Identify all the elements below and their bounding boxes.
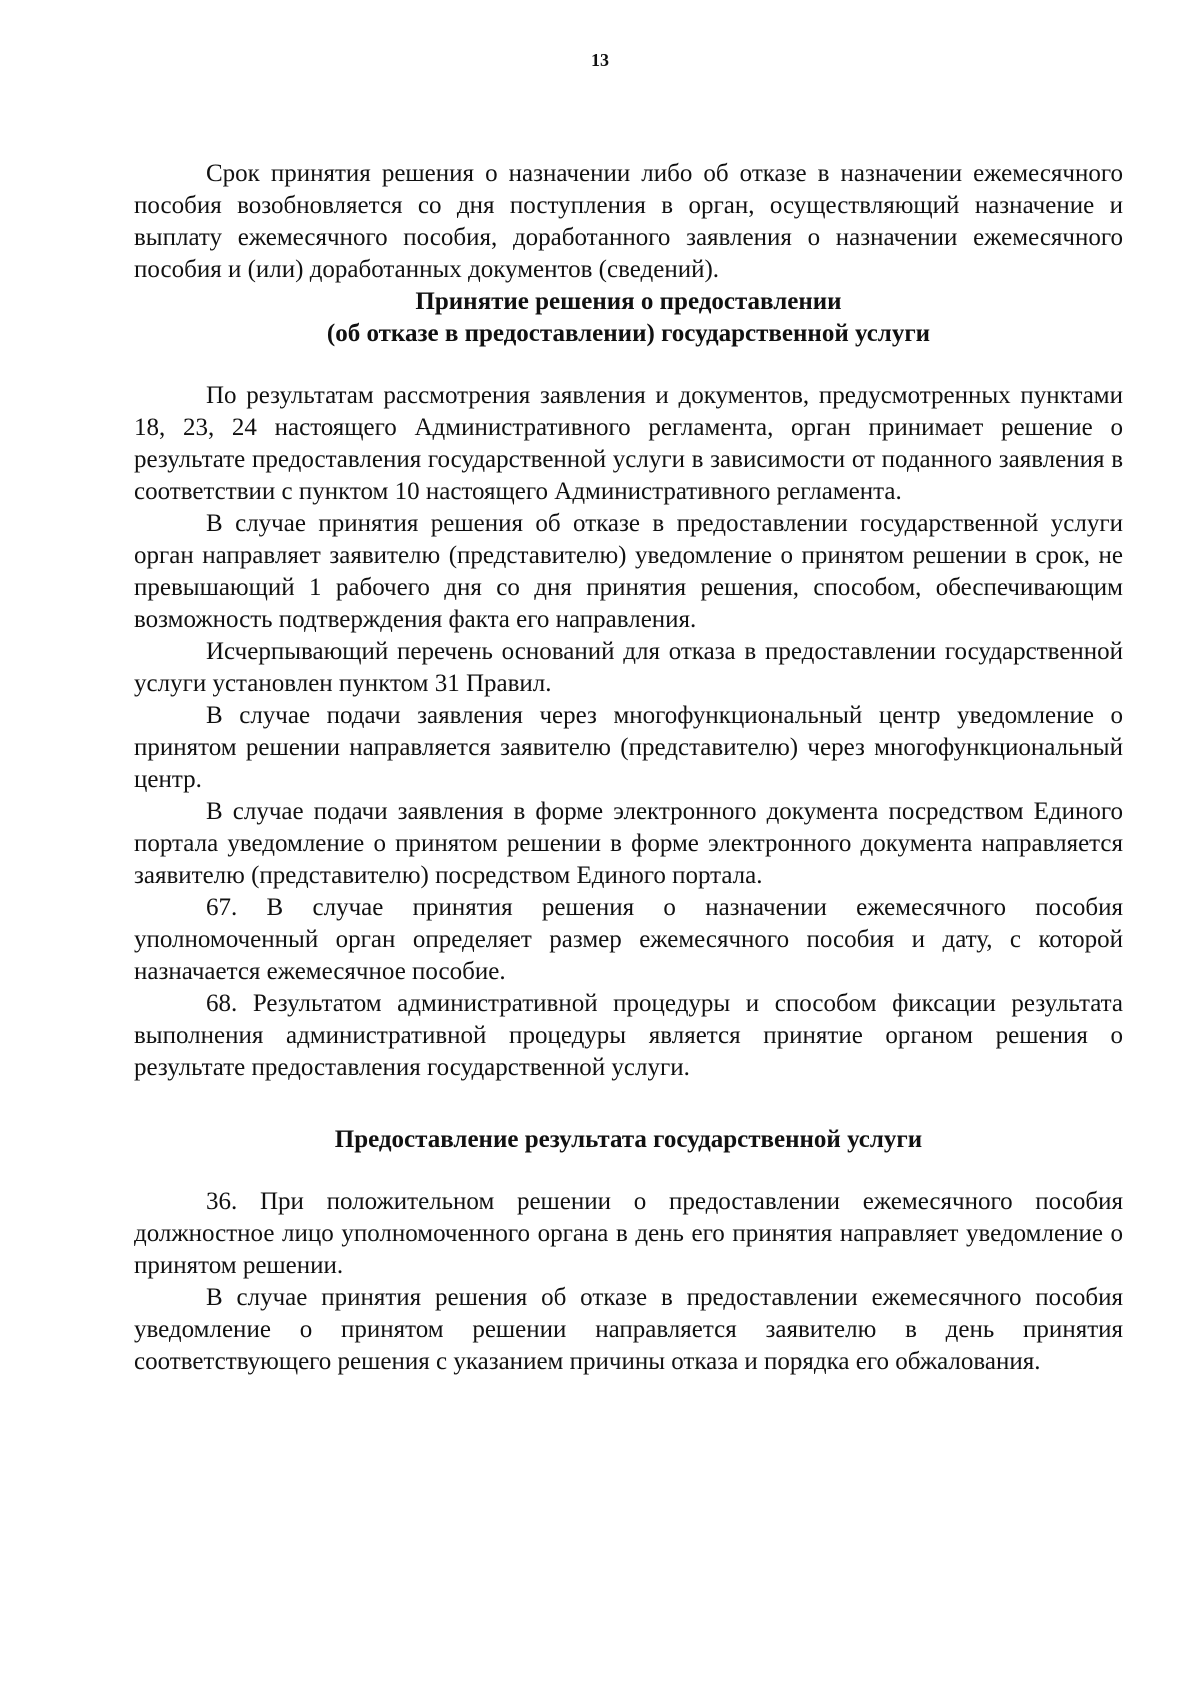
- section-heading-result: Предоставление результата государственной услуги: [334, 1126, 923, 1153]
- section-heading-decision: [134, 286, 1123, 350]
- paragraph-review-results: По результатам рассмотрения заявления и документов, предусмотренных пунктами 18, 23, 24 настоящего Административного регламента, орган принимает решение о результате предоставления государственной услуги в зависимости от поданного заявления в соответствии с пунктом 10 настоящего Административного регламента.: [134, 382, 1123, 505]
- paragraph-item-68: 68. Результатом административной процедуры и способом фиксации результата выполнения административной процедуры является принятие органом решения о результате предоставления государственной услуги.: [134, 990, 1123, 1081]
- paragraph-portal-notice: В случае подачи заявления в форме электронного документа посредством Единого портала уведомление о принятом решении в форме электронного документа направляется заявителю (представителю) посредством Единого портала.: [134, 798, 1123, 889]
- paragraph-item-36: 36. При положительном решении о предоставлении ежемесячного пособия должностное лицо уполномоченного органа в день его принятия направляет уведомление о принятом решении.: [134, 1188, 1123, 1279]
- spacer: [134, 1084, 1123, 1124]
- paragraph-mfc-notice: В случае подачи заявления через многофункциональный центр уведомление о принятом решении направляется заявителю (представителю) через многофункциональный центр.: [134, 702, 1123, 793]
- paragraph-refusal-delivery: В случае принятия решения об отказе в предоставлении ежемесячного пособия уведомление о принятом решении направляется заявителю в день принятия соответствующего решения с указанием причины отказа и порядка его обжалования.: [134, 1284, 1123, 1375]
- section-heading-decision-line-1: Принятие решения о предоставлении: [415, 288, 842, 315]
- section-heading-decision-line-2: (об отказе в предоставлении) государственной услуги: [326, 320, 931, 347]
- page-number: 13: [591, 50, 609, 70]
- paragraph-refusal-grounds: Исчерпывающий перечень оснований для отказа в предоставлении государственной услуги установлен пунктом 31 Правил.: [134, 638, 1123, 697]
- spacer: [134, 1156, 1123, 1186]
- paragraph-term-renewal: Срок принятия решения о назначении либо об отказе в назначении ежемесячного пособия возобновляется со дня поступления в орган, осуществляющий назначение и выплату ежемесячного пособия, доработанного заявления о назначении ежемесячного пособия и (или) доработанных документов (сведений).: [134, 160, 1123, 283]
- spacer: [134, 350, 1123, 380]
- paragraph-item-67: 67. В случае принятия решения о назначении ежемесячного пособия уполномоченный орган определяет размер ежемесячного пособия и дату, с которой назначается ежемесячное пособие.: [134, 894, 1123, 985]
- document-body: [134, 158, 1123, 1378]
- paragraph-refusal-notice: В случае принятия решения об отказе в предоставлении государственной услуги орган направляет заявителю (представителю) уведомление о принятом решении в срок, не превышающий 1 рабочего дня со дня принятия решения, способом, обеспечивающим возможность подтверждения факта его направления.: [134, 510, 1123, 633]
